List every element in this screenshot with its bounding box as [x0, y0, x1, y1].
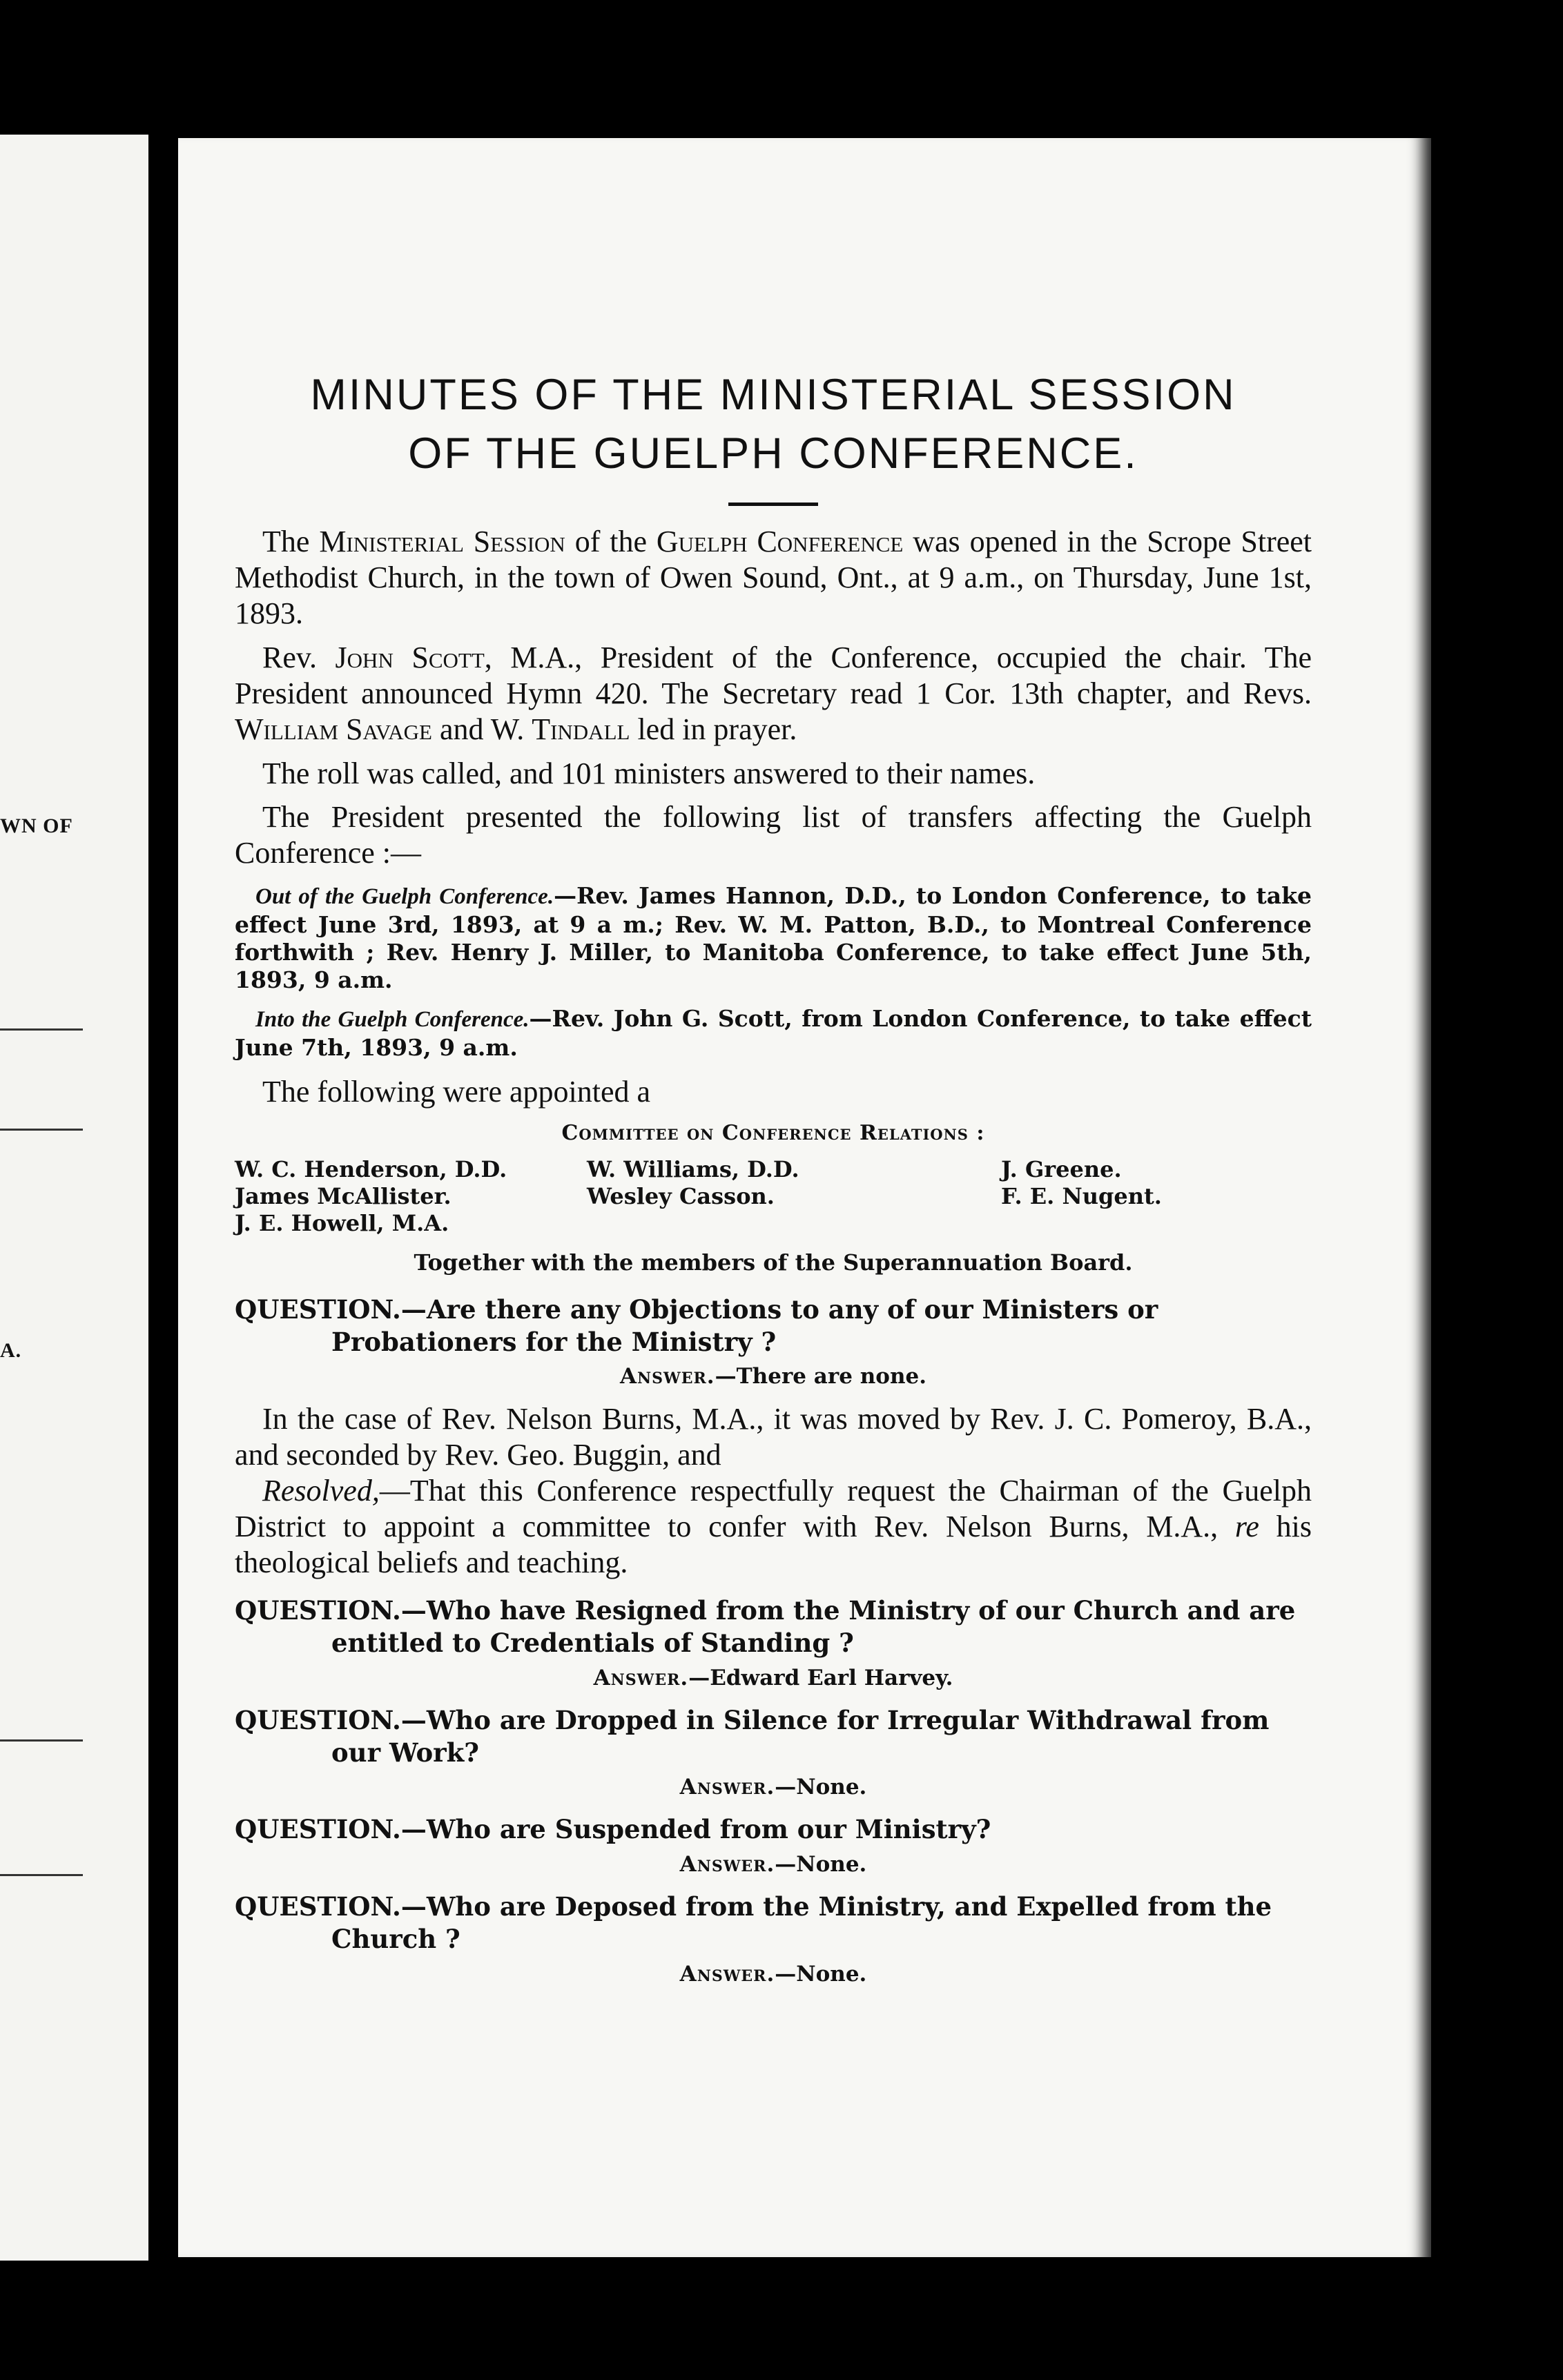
- question-resigned: QUESTION.—Who have Resigned from the Ministry of our Church and are entitled to Credentials of Standing ?: [235, 1595, 1296, 1659]
- answer-suspended: Answer.—None.: [679, 1851, 867, 1877]
- burns-motion: In the case of Rev. Nelson Burns, M.A., it was moved by Rev. J. C. Pomeroy, B.A., and seconded by Rev. Geo. Buggin, and: [235, 1402, 1312, 1472]
- committee-column: [235, 1156, 587, 1237]
- transfers-intro: The President presented the following list of transfers affecting the Guelph Conference :—: [235, 800, 1312, 870]
- document-page: [178, 138, 1431, 2257]
- margin-rule: [0, 1739, 83, 1742]
- page-content: [235, 366, 1312, 1999]
- answer-objections: Answer.—There are none.: [620, 1364, 926, 1389]
- committee-member: James McAllister.: [235, 1182, 452, 1209]
- transfers-out: Out of the Guelph Conference.—Rev. James Hannon, D.D., to London Conference, to take effect June 3rd, 1893, at 9 a m.; Rev. W. M. Patton, B.D., to Montreal Conference forthwith ; Rev. Henry J. Miller, to Manitoba Conference, to take effect June 5th, 1893, 9 a.m.: [235, 882, 1312, 993]
- committee-note: Together with the members of the Superannuation Board.: [414, 1249, 1133, 1276]
- page-title: [235, 366, 1312, 483]
- margin-rule: [0, 1874, 83, 1876]
- committee-column: [939, 1156, 1312, 1237]
- opening-paragraph: The Ministerial Session of the Guelph Conference was opened in the Scrope Street Methodist Church, in the town of Owen Sound, Ont., at 9 a.m., on Thursday, June 1st, 1893.: [235, 525, 1312, 630]
- title-line-1: MINUTES OF THE MINISTERIAL SESSION: [310, 371, 1236, 419]
- facing-page-edge: [0, 135, 148, 2261]
- committee-member: J. E. Howell, M.A.: [235, 1209, 449, 1236]
- committee-member: J. Greene.: [1001, 1155, 1122, 1182]
- roll-call-paragraph: The roll was called, and 101 ministers answered to their names.: [262, 756, 1036, 790]
- president-paragraph: Rev. John Scott, M.A., President of the Conference, occupied the chair. The President announced Hymn 420. The Secretary read 1 Cor. 13th chapter, and Revs. William Savage and W. Tindall led in prayer.: [235, 640, 1312, 746]
- margin-rule: [0, 1028, 83, 1031]
- transfers-into: Into the Guelph Conference.—Rev. John G. Scott, from London Conference, to take effect June 7th, 1893, 9 a.m.: [235, 1005, 1312, 1061]
- title-divider: [728, 503, 818, 506]
- question-dropped: QUESTION.—Who are Dropped in Silence for Irregular Withdrawal from our Work?: [235, 1704, 1270, 1768]
- question-suspended: QUESTION.—Who are Suspended from our Ministry?: [235, 1814, 991, 1845]
- committee-members: [235, 1156, 1312, 1237]
- committee-member: W. C. Henderson, D.D.: [235, 1155, 507, 1182]
- committee-heading: Committee on Conference Relations :: [561, 1120, 985, 1145]
- committee-intro: The following were appointed a: [262, 1074, 651, 1109]
- answer-resigned: Answer.—Edward Earl Harvey.: [593, 1665, 953, 1690]
- margin-fragment: A.: [0, 1339, 22, 1362]
- committee-member: W. Williams, D.D.: [587, 1155, 799, 1182]
- answer-deposed: Answer.—None.: [679, 1961, 867, 1987]
- burns-resolution: Resolved,—That this Conference respectfully request the Chairman of the Guelph District to appoint a committee to confer with Rev. Nelson Burns, M.A., re his theological beliefs and teaching.: [235, 1474, 1312, 1580]
- question-deposed: QUESTION.—Who are Deposed from the Ministry, and Expelled from the Church ?: [235, 1891, 1272, 1955]
- margin-rule: [0, 1129, 83, 1131]
- committee-member: Wesley Casson.: [587, 1182, 775, 1209]
- committee-member: F. E. Nugent.: [1001, 1182, 1162, 1209]
- question-objections: QUESTION.—Are there any Objections to any of our Ministers or Probationers for the Ministry ?: [235, 1294, 1158, 1358]
- margin-fragment: WN OF: [0, 815, 73, 837]
- title-line-2: OF THE GUELPH CONFERENCE.: [408, 429, 1138, 478]
- answer-dropped: Answer.—None.: [679, 1775, 867, 1800]
- committee-column: [587, 1156, 939, 1237]
